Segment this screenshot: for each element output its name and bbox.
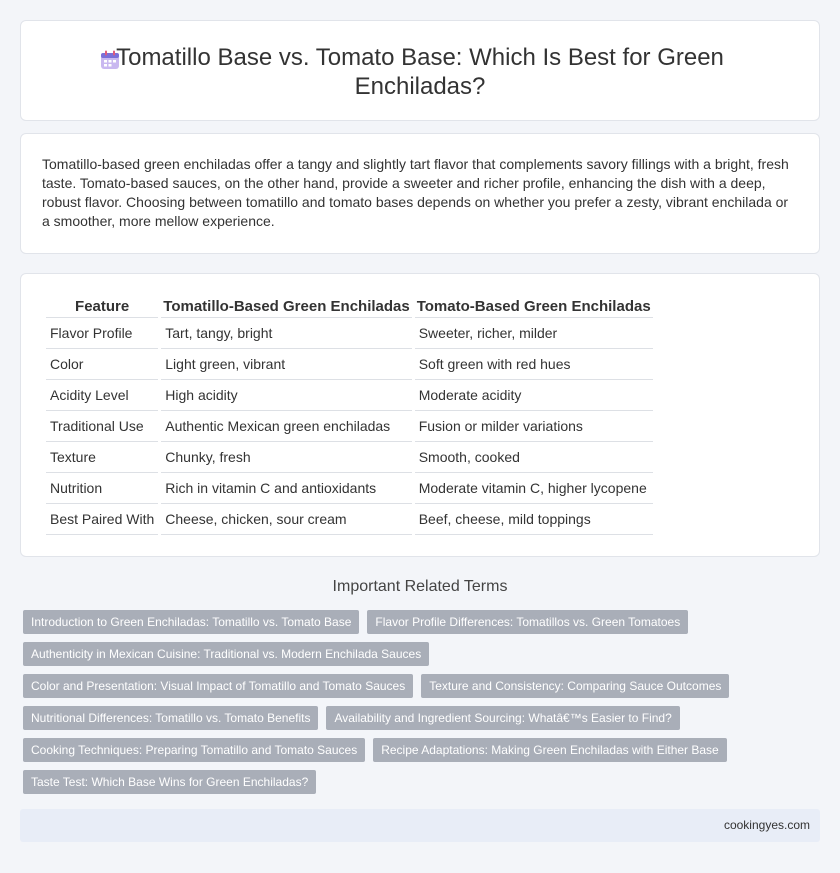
table-row bbox=[46, 504, 653, 535]
comparison-card bbox=[20, 273, 820, 557]
row-tomatillo: Rich in vitamin C and antioxidants bbox=[161, 473, 411, 504]
table-row bbox=[46, 380, 653, 411]
related-tag-link[interactable]: Nutritional Differences: Tomatillo vs. Tomato Benefits bbox=[23, 706, 318, 730]
related-tag-link[interactable]: Taste Test: Which Base Wins for Green Enchiladas? bbox=[23, 770, 316, 794]
row-feature: Nutrition bbox=[46, 473, 158, 504]
related-tag-link[interactable]: Authenticity in Mexican Cuisine: Traditional vs. Modern Enchilada Sauces bbox=[23, 642, 429, 666]
title-card bbox=[20, 20, 820, 121]
related-tag-link[interactable]: Recipe Adaptations: Making Green Enchiladas with Either Base bbox=[373, 738, 727, 762]
header-tomato: Tomato-Based Green Enchiladas bbox=[415, 296, 653, 318]
row-tomatillo: Authentic Mexican green enchiladas bbox=[161, 411, 411, 442]
table-row bbox=[46, 349, 653, 380]
row-tomato: Soft green with red hues bbox=[415, 349, 653, 380]
table-row bbox=[46, 318, 653, 349]
comparison-table bbox=[43, 296, 656, 535]
row-feature: Acidity Level bbox=[46, 380, 158, 411]
related-tags bbox=[23, 610, 783, 802]
related-tag-link[interactable]: Introduction to Green Enchiladas: Tomatillo vs. Tomato Base bbox=[23, 610, 359, 634]
intro-text: Tomatillo-based green enchiladas offer a tangy and slightly tart flavor that complements savory fillings with a bright, fresh taste. Tomato-based sauces, on the other hand, provide a sweeter and richer profile, enhancing the dish with a deep, robust flavor. Choosing between tomatillo and tomato bases depends on whether you prefer a zesty, vibrant enchilada or a smoother, more mellow experience. bbox=[42, 156, 789, 229]
row-tomatillo: Light green, vibrant bbox=[161, 349, 411, 380]
tag-row bbox=[23, 610, 783, 634]
row-feature: Best Paired With bbox=[46, 504, 158, 535]
row-tomato: Sweeter, richer, milder bbox=[415, 318, 653, 349]
row-feature: Flavor Profile bbox=[46, 318, 158, 349]
tag-row bbox=[23, 674, 783, 698]
related-tag-link[interactable]: Cooking Techniques: Preparing Tomatillo and Tomato Sauces bbox=[23, 738, 365, 762]
table-row bbox=[46, 411, 653, 442]
related-terms-title: Important Related Terms bbox=[332, 578, 508, 595]
footer bbox=[20, 809, 820, 842]
row-tomatillo: High acidity bbox=[161, 380, 411, 411]
table-row bbox=[46, 442, 653, 473]
table-row bbox=[46, 473, 653, 504]
row-tomato: Moderate vitamin C, higher lycopene bbox=[415, 473, 653, 504]
row-tomato: Smooth, cooked bbox=[415, 442, 653, 473]
page-title: Tomatillo Base vs. Tomato Base: Which Is Best for Green Enchiladas? bbox=[116, 44, 724, 100]
row-tomatillo: Tart, tangy, bright bbox=[161, 318, 411, 349]
header-feature: Feature bbox=[46, 296, 158, 318]
row-tomatillo: Chunky, fresh bbox=[161, 442, 411, 473]
row-feature: Texture bbox=[46, 442, 158, 473]
tag-row bbox=[23, 642, 783, 666]
row-tomatillo: Cheese, chicken, sour cream bbox=[161, 504, 411, 535]
related-tag-link[interactable]: Color and Presentation: Visual Impact of Tomatillo and Tomato Sauces bbox=[23, 674, 413, 698]
related-tag-link[interactable]: Texture and Consistency: Comparing Sauce Outcomes bbox=[421, 674, 729, 698]
table-header-row bbox=[46, 296, 653, 318]
footer-site-link[interactable]: cookingyes.com bbox=[723, 818, 810, 832]
related-tag-link[interactable]: Availability and Ingredient Sourcing: Whatâ€™s Easier to Find? bbox=[326, 706, 679, 730]
tag-row bbox=[23, 738, 783, 762]
row-tomato: Beef, cheese, mild toppings bbox=[415, 504, 653, 535]
tag-row bbox=[23, 706, 783, 730]
intro-card bbox=[20, 133, 820, 254]
row-feature: Traditional Use bbox=[46, 411, 158, 442]
tag-row bbox=[23, 770, 783, 794]
row-feature: Color bbox=[46, 349, 158, 380]
header-tomatillo: Tomatillo-Based Green Enchiladas bbox=[161, 296, 411, 318]
row-tomato: Fusion or milder variations bbox=[415, 411, 653, 442]
row-tomato: Moderate acidity bbox=[415, 380, 653, 411]
related-tag-link[interactable]: Flavor Profile Differences: Tomatillos vs. Green Tomatoes bbox=[367, 610, 688, 634]
